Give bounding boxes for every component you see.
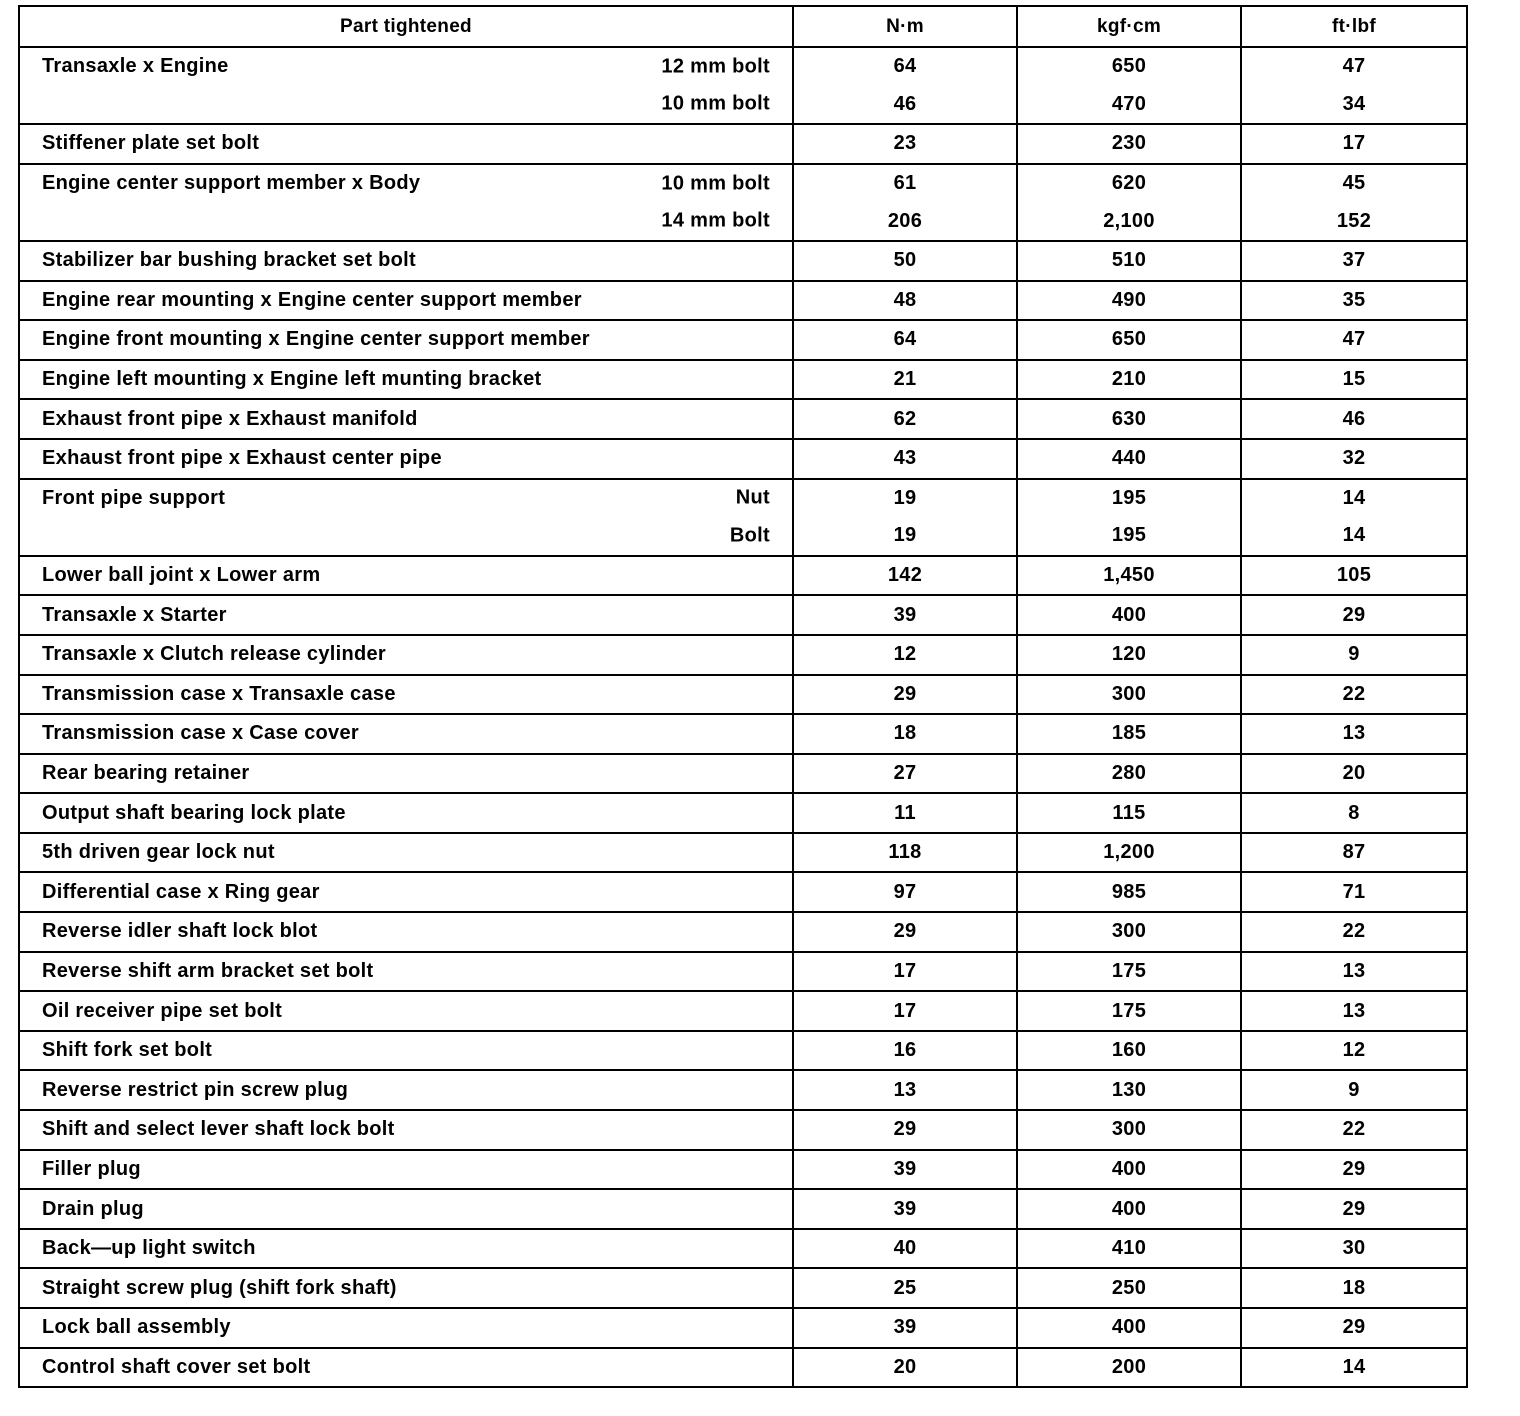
part-cell: [19, 1150, 793, 1190]
kgf-cm-value: 200: [1017, 1348, 1241, 1388]
kgf-cm-value: 2,100: [1017, 202, 1241, 241]
table-row: [19, 1268, 1467, 1308]
kgf-cm-value: 400: [1017, 1150, 1241, 1190]
nm-value: 23: [793, 124, 1017, 164]
part-cell: [19, 439, 793, 479]
kgf-cm-value: 195: [1017, 479, 1241, 518]
ft-lbf-value: 47: [1241, 47, 1467, 86]
ft-lbf-value: 22: [1241, 912, 1467, 952]
part-cell: [19, 517, 793, 556]
kgf-cm-value: 650: [1017, 320, 1241, 360]
ft-lbf-value: 22: [1241, 1110, 1467, 1150]
part-name: Shift fork set bolt: [42, 1039, 213, 1062]
nm-value: 40: [793, 1229, 1017, 1269]
kgf-cm-value: 410: [1017, 1229, 1241, 1269]
kgf-cm-value: 630: [1017, 399, 1241, 439]
part-name: Drain plug: [42, 1197, 144, 1220]
part-name: Rear bearing retainer: [42, 761, 250, 784]
kgf-cm-value: 1,450: [1017, 556, 1241, 596]
ft-lbf-value: 32: [1241, 439, 1467, 479]
nm-value: 61: [793, 164, 1017, 203]
kgf-cm-value: 650: [1017, 47, 1241, 86]
nm-value: 29: [793, 1110, 1017, 1150]
table-row: [19, 754, 1467, 794]
part-cell: [19, 833, 793, 873]
table-row: [19, 833, 1467, 873]
nm-value: 206: [793, 202, 1017, 241]
ft-lbf-value: 13: [1241, 991, 1467, 1031]
ft-lbf-value: 46: [1241, 399, 1467, 439]
part-name: Reverse idler shaft lock blot: [42, 920, 318, 943]
nm-value: 39: [793, 1308, 1017, 1348]
ft-lbf-value: 45: [1241, 164, 1467, 203]
part-cell: [19, 320, 793, 360]
part-name: Engine center support member x Body: [42, 172, 421, 195]
kgf-cm-value: 300: [1017, 675, 1241, 715]
part-name: Lock ball assembly: [42, 1316, 231, 1339]
table-row: [19, 1189, 1467, 1229]
table-row: [19, 991, 1467, 1031]
table-row: [19, 1031, 1467, 1071]
part-cell: [19, 281, 793, 321]
table-row: [19, 281, 1467, 321]
part-cell: [19, 1070, 793, 1110]
ft-lbf-value: 17: [1241, 124, 1467, 164]
table-row: [19, 439, 1467, 479]
nm-value: 21: [793, 360, 1017, 400]
part-cell: [19, 714, 793, 754]
ft-lbf-value: 15: [1241, 360, 1467, 400]
nm-value: 39: [793, 595, 1017, 635]
nm-value: 12: [793, 635, 1017, 675]
part-cell: [19, 1308, 793, 1348]
kgf-cm-value: 490: [1017, 281, 1241, 321]
kgf-cm-value: 175: [1017, 991, 1241, 1031]
part-name: Exhaust front pipe x Exhaust center pipe: [42, 447, 442, 470]
part-name: Differential case x Ring gear: [42, 880, 320, 903]
nm-value: 17: [793, 991, 1017, 1031]
nm-value: 64: [793, 47, 1017, 86]
header-nm: N·m: [793, 6, 1017, 47]
part-cell: [19, 793, 793, 833]
ft-lbf-value: 13: [1241, 714, 1467, 754]
ft-lbf-value: 30: [1241, 1229, 1467, 1269]
part-name: Engine left mounting x Engine left munting bracket: [42, 368, 542, 391]
nm-value: 11: [793, 793, 1017, 833]
part-name: Front pipe support: [42, 486, 226, 509]
kgf-cm-value: 510: [1017, 241, 1241, 281]
table-row: [19, 952, 1467, 992]
part-name: Stabilizer bar bushing bracket set bolt: [42, 249, 416, 272]
kgf-cm-value: 620: [1017, 164, 1241, 203]
kgf-cm-value: 440: [1017, 439, 1241, 479]
kgf-cm-value: 120: [1017, 635, 1241, 675]
part-cell: [19, 86, 793, 125]
table-row: [19, 202, 1467, 241]
part-cell: [19, 872, 793, 912]
header-part: Part tightened: [19, 6, 793, 47]
part-cell: [19, 164, 793, 203]
part-cell: [19, 1268, 793, 1308]
nm-value: 20: [793, 1348, 1017, 1388]
ft-lbf-value: 35: [1241, 281, 1467, 321]
table-row: [19, 399, 1467, 439]
kgf-cm-value: 400: [1017, 1189, 1241, 1229]
ft-lbf-value: 22: [1241, 675, 1467, 715]
kgf-cm-value: 175: [1017, 952, 1241, 992]
table-row: [19, 1150, 1467, 1190]
nm-value: 62: [793, 399, 1017, 439]
kgf-cm-value: 160: [1017, 1031, 1241, 1071]
part-name: Back—up light switch: [42, 1237, 256, 1260]
table-row: [19, 1229, 1467, 1269]
table-row: [19, 675, 1467, 715]
nm-value: 17: [793, 952, 1017, 992]
part-name: Output shaft bearing lock plate: [42, 801, 346, 824]
nm-value: 19: [793, 479, 1017, 518]
header-row: [19, 6, 1467, 47]
part-cell: [19, 1031, 793, 1071]
part-name: Exhaust front pipe x Exhaust manifold: [42, 407, 418, 430]
table-row: [19, 164, 1467, 203]
part-cell: [19, 912, 793, 952]
part-name: Transmission case x Case cover: [42, 722, 359, 745]
kgf-cm-value: 280: [1017, 754, 1241, 794]
table-row: [19, 793, 1467, 833]
part-cell: [19, 1189, 793, 1229]
nm-value: 25: [793, 1268, 1017, 1308]
ft-lbf-value: 29: [1241, 1308, 1467, 1348]
part-name: Shift and select lever shaft lock bolt: [42, 1118, 395, 1141]
table-row: [19, 86, 1467, 125]
table-row: [19, 360, 1467, 400]
kgf-cm-value: 470: [1017, 86, 1241, 125]
kgf-cm-value: 985: [1017, 872, 1241, 912]
part-fastener: 10 mm bolt: [661, 172, 770, 195]
nm-value: 142: [793, 556, 1017, 596]
table-row: [19, 635, 1467, 675]
part-name: 5th driven gear lock nut: [42, 841, 275, 864]
kgf-cm-value: 230: [1017, 124, 1241, 164]
table-row: [19, 517, 1467, 556]
table-row: [19, 1070, 1467, 1110]
torque-spec-table: [18, 5, 1468, 1388]
ft-lbf-value: 14: [1241, 479, 1467, 518]
table-row: [19, 595, 1467, 635]
ft-lbf-value: 47: [1241, 320, 1467, 360]
ft-lbf-value: 9: [1241, 635, 1467, 675]
ft-lbf-value: 34: [1241, 86, 1467, 125]
ft-lbf-value: 71: [1241, 872, 1467, 912]
part-cell: [19, 675, 793, 715]
part-name: Transaxle x Starter: [42, 603, 227, 626]
part-cell: [19, 360, 793, 400]
part-fastener: Bolt: [729, 524, 770, 547]
part-name: Reverse restrict pin screw plug: [42, 1078, 349, 1101]
table-row: [19, 1348, 1467, 1388]
nm-value: 118: [793, 833, 1017, 873]
nm-value: 39: [793, 1150, 1017, 1190]
kgf-cm-value: 115: [1017, 793, 1241, 833]
part-fastener: 10 mm bolt: [661, 92, 770, 115]
ft-lbf-value: 12: [1241, 1031, 1467, 1071]
table-row: [19, 47, 1467, 86]
table-row: [19, 556, 1467, 596]
part-cell: [19, 202, 793, 241]
ft-lbf-value: 37: [1241, 241, 1467, 281]
ft-lbf-value: 9: [1241, 1070, 1467, 1110]
part-fastener: 12 mm bolt: [661, 55, 770, 78]
kgf-cm-value: 300: [1017, 912, 1241, 952]
nm-value: 64: [793, 320, 1017, 360]
nm-value: 16: [793, 1031, 1017, 1071]
part-name: Transmission case x Transaxle case: [42, 682, 396, 705]
part-cell: [19, 1348, 793, 1388]
table-row: [19, 872, 1467, 912]
table-row: [19, 1110, 1467, 1150]
kgf-cm-value: 130: [1017, 1070, 1241, 1110]
part-cell: [19, 1229, 793, 1269]
part-cell: [19, 241, 793, 281]
table-row: [19, 479, 1467, 518]
part-name: Reverse shift arm bracket set bolt: [42, 959, 374, 982]
part-name: Stiffener plate set bolt: [42, 132, 260, 155]
part-cell: [19, 635, 793, 675]
part-cell: [19, 399, 793, 439]
table-row: [19, 320, 1467, 360]
part-fastener: Nut: [735, 486, 770, 509]
part-name: Transaxle x Clutch release cylinder: [42, 643, 387, 666]
part-name: Filler plug: [42, 1157, 141, 1180]
part-cell: [19, 556, 793, 596]
part-name: Straight screw plug (shift fork shaft): [42, 1276, 397, 1299]
part-cell: [19, 952, 793, 992]
part-cell: [19, 754, 793, 794]
nm-value: 48: [793, 281, 1017, 321]
ft-lbf-value: 14: [1241, 517, 1467, 556]
nm-value: 29: [793, 912, 1017, 952]
ft-lbf-value: 18: [1241, 1268, 1467, 1308]
kgf-cm-value: 400: [1017, 1308, 1241, 1348]
part-name: Oil receiver pipe set bolt: [42, 999, 283, 1022]
part-name: Engine front mounting x Engine center support member: [42, 328, 590, 351]
part-fastener: 14 mm bolt: [661, 209, 770, 232]
part-cell: [19, 124, 793, 164]
nm-value: 97: [793, 872, 1017, 912]
ft-lbf-value: 13: [1241, 952, 1467, 992]
nm-value: 50: [793, 241, 1017, 281]
ft-lbf-value: 29: [1241, 1150, 1467, 1190]
part-cell: [19, 479, 793, 518]
part-cell: [19, 47, 793, 86]
part-cell: [19, 595, 793, 635]
ft-lbf-value: 29: [1241, 595, 1467, 635]
table-row: [19, 714, 1467, 754]
kgf-cm-value: 185: [1017, 714, 1241, 754]
part-name: Control shaft cover set bolt: [42, 1355, 311, 1378]
ft-lbf-value: 87: [1241, 833, 1467, 873]
kgf-cm-value: 1,200: [1017, 833, 1241, 873]
part-cell: [19, 991, 793, 1031]
nm-value: 19: [793, 517, 1017, 556]
kgf-cm-value: 300: [1017, 1110, 1241, 1150]
ft-lbf-value: 29: [1241, 1189, 1467, 1229]
table-row: [19, 1308, 1467, 1348]
nm-value: 29: [793, 675, 1017, 715]
table-row: [19, 912, 1467, 952]
kgf-cm-value: 195: [1017, 517, 1241, 556]
nm-value: 39: [793, 1189, 1017, 1229]
part-name: Lower ball joint x Lower arm: [42, 564, 321, 587]
header-ft-lbf: ft·lbf: [1241, 6, 1467, 47]
ft-lbf-value: 20: [1241, 754, 1467, 794]
nm-value: 18: [793, 714, 1017, 754]
ft-lbf-value: 152: [1241, 202, 1467, 241]
kgf-cm-value: 210: [1017, 360, 1241, 400]
header-kgf-cm: kgf·cm: [1017, 6, 1241, 47]
kgf-cm-value: 250: [1017, 1268, 1241, 1308]
table-body: [19, 47, 1467, 1387]
part-name: Engine rear mounting x Engine center support member: [42, 288, 582, 311]
nm-value: 27: [793, 754, 1017, 794]
table-row: [19, 241, 1467, 281]
nm-value: 13: [793, 1070, 1017, 1110]
ft-lbf-value: 8: [1241, 793, 1467, 833]
ft-lbf-value: 14: [1241, 1348, 1467, 1388]
nm-value: 46: [793, 86, 1017, 125]
part-cell: [19, 1110, 793, 1150]
kgf-cm-value: 400: [1017, 595, 1241, 635]
nm-value: 43: [793, 439, 1017, 479]
ft-lbf-value: 105: [1241, 556, 1467, 596]
table-row: [19, 124, 1467, 164]
part-name: Transaxle x Engine: [42, 55, 229, 78]
